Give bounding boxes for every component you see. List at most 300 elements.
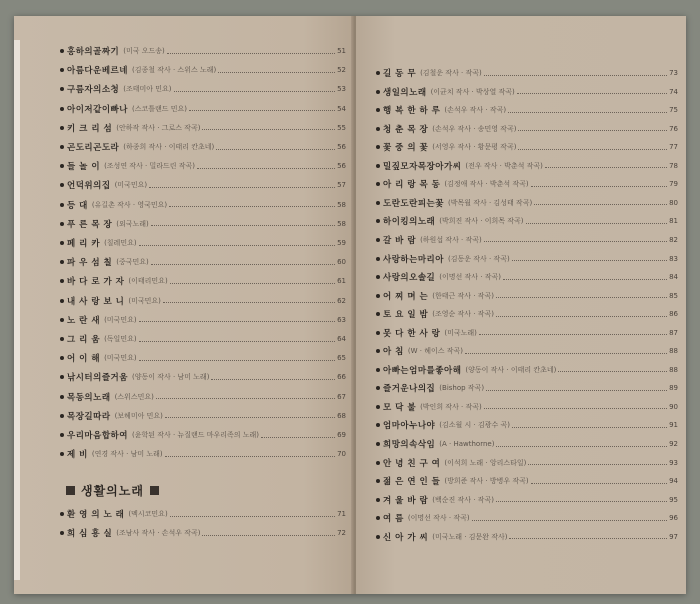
page-number: 55 [337,123,346,132]
page-number: 68 [337,411,346,420]
entry-credit: (조영순 작사 · 작곡) [432,310,494,319]
bullet-icon [60,68,64,72]
entry-credit: (이석희 노래 · 앙리스타일) [444,458,527,467]
page-number: 81 [669,217,678,226]
bullet-icon [60,452,64,456]
page-number: 59 [337,239,346,247]
bullet-icon [376,275,380,279]
entry-title: 엄마아누나야 [383,421,436,432]
entry-title: 어 찌 며 는 [383,291,429,302]
entry-credit: (윤학된 작사 · 뉴질랜드 마우리족의 노래) [131,431,259,439]
dot-leader [534,204,667,205]
toc-entry [376,269,678,285]
page-number: 73 [669,69,678,77]
toc-entry [60,177,346,193]
entry-title: 푸 른 목 장 [67,219,113,230]
dot-leader [197,168,335,169]
toc-entry [376,436,678,452]
entry-title: 곤도리곤도라 [67,143,120,153]
dot-leader [169,206,335,207]
entry-credit: (손석우 작사 · 작곡) [444,106,507,115]
dot-leader [526,223,668,224]
bullet-icon [60,433,64,437]
page-number: 60 [337,258,346,267]
bullet-icon [60,183,64,187]
bullet-icon [376,461,380,465]
entry-title: 도란도란피는꽃 [383,198,444,209]
toc-entry [376,473,678,489]
bullet-icon [376,516,380,520]
dot-leader [465,353,667,354]
entry-title: 아 리 랑 목 동 [383,180,441,191]
page-number: 53 [337,85,346,94]
toc-entry [376,102,678,118]
bullet-icon [376,257,380,261]
entry-credit: (미국노래) [444,328,477,337]
entry-credit: (박인희 작사 · 작곡) [420,402,482,411]
entry-title: 파 우 섬 칠 [67,258,113,269]
toc-entry [60,293,346,309]
bullet-icon [376,108,380,112]
entry-title: 아빠는엄마를좋아해 [383,365,462,376]
entry-credit: (방희준 작사 · 방병우 작곡) [444,477,529,486]
entry-credit: (미국민요) [114,181,148,190]
page-number: 52 [337,66,346,75]
dot-leader [518,149,667,150]
bullet-icon [376,405,380,409]
entry-title: 그 리 움 [67,335,101,345]
entry-credit: (미국 오드송) [123,47,165,55]
bullet-icon [376,386,380,390]
bullet-icon [376,164,380,168]
entry-credit: (이명선 작사 · 작곡) [439,273,501,282]
entry-title: 희 심 흥 실 [67,529,113,539]
entry-title: 아이저같이빠나 [67,104,128,115]
book-spread [14,16,686,594]
toc-entry [376,306,678,322]
entry-title: 토 요 일 밤 [383,310,429,321]
dot-leader [218,72,335,73]
dot-leader [484,241,667,242]
square-bullet-icon [150,486,159,495]
entry-credit: (칠레민요) [104,239,137,247]
entry-credit: (A · Hawthorne) [439,440,495,448]
dot-leader [512,427,667,428]
dot-leader [165,417,335,418]
toc-entry [60,216,346,232]
toc-entry [376,362,678,378]
page-number: 89 [669,384,678,393]
entry-title: 키 크 리 섬 [67,123,113,134]
page-number: 58 [337,219,346,228]
entry-title: 청 춘 목 장 [383,124,429,135]
page-number: 77 [669,143,678,152]
toc-entry [60,273,346,289]
toc-entry [376,213,678,229]
entry-credit: (보헤미아 민요) [114,411,163,420]
toc-entry [376,325,678,341]
page-number: 51 [337,47,346,55]
toc-entry [376,232,678,248]
entry-credit: (유길촌 작사 · 영국민요) [91,200,168,209]
bullet-icon [60,318,64,322]
toc-entry [60,506,346,522]
toc-entry [376,176,678,192]
left-page [14,16,354,594]
entry-title: 겨 울 바 람 [383,495,429,506]
dot-leader [528,464,667,465]
toc-entry [60,235,346,251]
entry-credit: (미국민요) [104,315,137,324]
toc-entry [376,399,678,415]
bullet-icon [376,498,380,502]
bullet-icon [60,531,64,535]
entry-credit: (김철운 작사 · 작곡) [420,69,482,77]
dot-leader [484,75,667,76]
entry-credit: (조성연 작사 · 밀라드린 작곡) [104,162,196,171]
page-number: 62 [337,296,346,305]
toc-entry [376,417,678,433]
bullet-icon [60,164,64,168]
entry-credit: (양동이 작사 · 이태리 칸초네) [465,365,557,374]
bullet-icon [60,241,64,245]
entry-title: 우리마음합하여 [67,431,128,441]
entry-credit: (하종희 작사 · 이태리 칸초네) [123,143,215,151]
bullet-icon [376,423,380,427]
bullet-icon [60,126,64,130]
entry-title: 모 닥 불 [383,402,417,413]
entry-title: 언덕위의집 [67,181,111,192]
entry-title: 여 름 [383,514,404,525]
page-number: 76 [669,124,678,133]
bullet-icon [60,87,64,91]
page-number: 82 [669,235,678,244]
dot-leader [512,260,667,261]
entry-credit: (W · 헤이스 작곡) [407,347,463,356]
entry-credit: (이균치 작사 · 박상열 작곡) [430,87,515,96]
bullet-icon [60,375,64,379]
entry-credit: (스위스민요) [114,392,154,401]
toc-entry [60,158,346,174]
entry-credit: (조태미아 민요) [123,85,172,94]
bullet-icon [60,395,64,399]
entry-credit: (미국노래 · 김문완 작사) [432,532,508,541]
toc-entry [376,84,678,100]
entry-title: 못 다 한 사 랑 [383,328,441,339]
toc-entry [376,455,678,471]
entry-title: 홍하의골짜기 [67,47,120,57]
page-number: 88 [669,365,678,374]
entry-title: 목동의노래 [67,392,111,403]
bullet-icon [60,279,64,283]
entry-title: 어 이 해 [67,354,101,365]
dot-leader [189,110,335,111]
entry-credit: (손석우 작사 · 송민영 작곡) [432,124,517,133]
entry-credit: (한태근 작사 · 작곡) [432,291,494,300]
toc-entry [376,288,678,304]
page-number: 56 [337,143,346,151]
dot-leader [170,516,335,517]
dot-leader [167,53,335,54]
entry-title: 사랑하는마리아 [383,254,444,265]
entry-credit: (외국노래) [116,219,149,228]
page-number: 66 [337,373,346,382]
page-number: 58 [337,200,346,209]
toc-entry [376,121,678,137]
entry-credit: (스코틀랜드 민요) [131,104,188,113]
entry-title: 노 란 새 [67,315,101,326]
entry-title: 신 아 가 씨 [383,532,429,543]
toc-entry [376,510,678,526]
page-number: 64 [337,335,346,343]
page-number: 92 [669,440,678,448]
dot-leader [484,408,667,409]
page-number: 71 [337,510,346,518]
toc-entry [60,62,346,78]
page-number: 56 [337,162,346,171]
entry-credit: (김종철 작사 · 스위스 노래) [131,66,217,75]
bullet-icon [376,294,380,298]
entry-credit: (멕시코민요) [128,510,168,518]
entry-title: 갈 바 람 [383,235,417,246]
dot-leader [261,437,335,438]
entry-title: 생일의노래 [383,87,427,98]
page-number: 74 [669,87,678,96]
toc-entry [376,251,678,267]
toc-entry [376,139,678,155]
entry-title: 내 사 랑 보 니 [67,296,125,307]
entry-credit: (백순진 작사 · 작곡) [432,495,494,504]
bullet-icon [376,368,380,372]
entry-credit: (하원섭 작사 · 작곡) [420,235,482,244]
dot-leader [163,302,335,303]
bullet-icon [376,182,380,186]
page-number: 54 [337,104,346,113]
toc-entry [376,380,678,396]
dot-leader [139,321,336,322]
entry-credit: (미국민요) [128,296,161,305]
bullet-icon [60,337,64,341]
entry-credit: (김동운 작사 · 작곡) [447,254,510,263]
page-number: 75 [669,106,678,115]
right-page [356,16,686,594]
entry-title: 안 녕 친 구 여 [383,458,441,469]
entry-credit: (독일민요) [104,335,137,343]
square-bullet-icon [66,486,75,495]
dot-leader [496,501,667,502]
dot-leader [558,371,667,372]
entry-credit: (김정애 작사 · 박춘석 작곡) [444,180,529,189]
bullet-icon [376,201,380,205]
page-number: 67 [337,392,346,401]
dot-leader [545,167,667,168]
dot-leader [518,130,667,131]
toc-entry [60,408,346,424]
toc-entry [376,529,678,545]
page-number: 72 [337,529,346,537]
toc-entry [60,525,346,541]
entry-title: 즐거운나의집 [383,384,436,395]
page-number: 85 [669,291,678,300]
toc-entry [60,43,346,59]
dot-leader [216,149,335,150]
page-number: 70 [337,450,346,459]
bullet-icon [376,127,380,131]
page-number: 97 [669,532,678,541]
entry-title: 아름다운베르네 [67,66,128,77]
entry-title: 젊 은 연 인 들 [383,477,441,488]
bullet-icon [376,71,380,75]
bullet-icon [376,219,380,223]
bullet-icon [376,331,380,335]
page-number: 57 [337,181,346,190]
dot-leader [531,483,667,484]
bullet-icon [376,535,380,539]
page-number: 69 [337,431,346,439]
dot-leader [170,283,335,284]
dot-leader [149,187,335,188]
toc-entry [60,350,346,366]
entry-credit: (서영우 작사 · 황문평 작곡) [432,143,517,152]
bullet-icon [60,49,64,53]
dot-leader [139,245,336,246]
entry-title: 사랑의오솔길 [383,273,436,284]
dot-leader [508,112,667,113]
toc-entry [60,389,346,405]
page-number: 91 [669,421,678,430]
bullet-icon [376,90,380,94]
page-number: 65 [337,354,346,363]
bullet-icon [60,203,64,207]
toc-entry [376,65,678,81]
bullet-icon [376,238,380,242]
bullet-icon [60,299,64,303]
entry-credit: (박목월 작사 · 김성태 작곡) [447,198,533,207]
bullet-icon [376,312,380,316]
dot-leader [174,91,336,92]
page-number: 83 [669,254,678,263]
page-number: 87 [669,328,678,337]
entry-title: 밀짚모자목장아가씨 [383,161,462,172]
entry-title: 아 침 [383,347,404,358]
dot-leader [151,264,335,265]
page-number: 90 [669,402,678,411]
dot-leader [479,334,667,335]
entry-credit: (양동이 작사 · 남미 노래) [131,373,210,382]
dot-leader [496,446,667,447]
entry-title: 페 리 카 [67,239,101,249]
dot-leader [202,129,335,130]
dot-leader [472,520,667,521]
page-number: 94 [669,477,678,486]
page-number: 96 [669,514,678,523]
toc-entry [60,101,346,117]
dot-leader [509,538,667,539]
entry-title: 꽃 중 의 꽃 [383,143,429,154]
toc-entry [60,312,346,328]
section-title: 생활의노래 [81,483,144,498]
toc-entry [60,446,346,462]
page-number: 79 [669,180,678,189]
entry-credit: (김소월 시 · 김광수 곡) [439,421,510,430]
entry-title: 낚시터의즐거움 [67,373,128,384]
section-heading [60,480,165,500]
entry-title: 등 대 [67,200,88,211]
bullet-icon [60,512,64,516]
bullet-icon [376,349,380,353]
bullet-icon [60,356,64,360]
toc-entry [60,254,346,270]
entry-credit: (이명선 작사 · 작곡) [407,514,470,523]
page-number: 78 [669,161,678,170]
dot-leader [165,456,336,457]
entry-credit: (박희진 작사 · 이희목 작곡) [439,217,524,226]
entry-credit: (안하작 작사 · 그로스 작곡) [116,123,201,132]
dot-leader [202,535,335,536]
entry-credit: (Bishop 작곡) [439,384,485,393]
bullet-icon [60,260,64,264]
page-number: 61 [337,277,346,286]
page-number: 86 [669,310,678,319]
dot-leader [151,225,335,226]
bullet-icon [376,479,380,483]
dot-leader [503,279,667,280]
entry-title: 목장길따라 [67,411,111,422]
entry-title: 길 동 무 [383,69,417,79]
entry-credit: (미국민요) [104,354,137,363]
page-number: 63 [337,315,346,324]
entry-title: 하이킹의노래 [383,217,436,228]
dot-leader [211,379,335,380]
page-number: 80 [669,198,678,207]
entry-title: 환 영 의 노 래 [67,510,125,520]
dot-leader [486,390,667,391]
entry-credit: (중국민요) [116,258,149,267]
dot-leader [496,316,667,317]
toc-entry [60,120,346,136]
bullet-icon [60,414,64,418]
dot-leader [139,360,336,361]
bullet-icon [60,107,64,111]
entry-title: 행 복 한 하 루 [383,106,441,117]
entry-title: 들 놀 이 [67,162,101,173]
page-number: 84 [669,273,678,282]
dot-leader [139,341,336,342]
dot-leader [156,398,335,399]
entry-title: 희망의속삭임 [383,440,436,450]
bullet-icon [376,145,380,149]
entry-credit: (연경 작사 · 남미 노래) [91,450,163,459]
toc-entry [376,492,678,508]
page-number: 95 [669,495,678,504]
bullet-icon [60,222,64,226]
dot-leader [517,93,667,94]
toc-entry [376,158,678,174]
toc-entry [376,343,678,359]
entry-credit: (이태리민요) [128,277,168,286]
toc-entry [60,427,346,443]
entry-credit: (전우 작사 · 박춘석 작곡) [465,161,543,170]
bullet-icon [60,145,64,149]
entry-title: 바 다 로 가 자 [67,277,125,288]
toc-entry [60,369,346,385]
toc-entry [60,81,346,97]
page-number: 88 [669,347,678,356]
toc-entry [60,331,346,347]
toc-entry [60,139,346,155]
entry-title: 제 비 [67,450,88,461]
dot-leader [531,186,667,187]
